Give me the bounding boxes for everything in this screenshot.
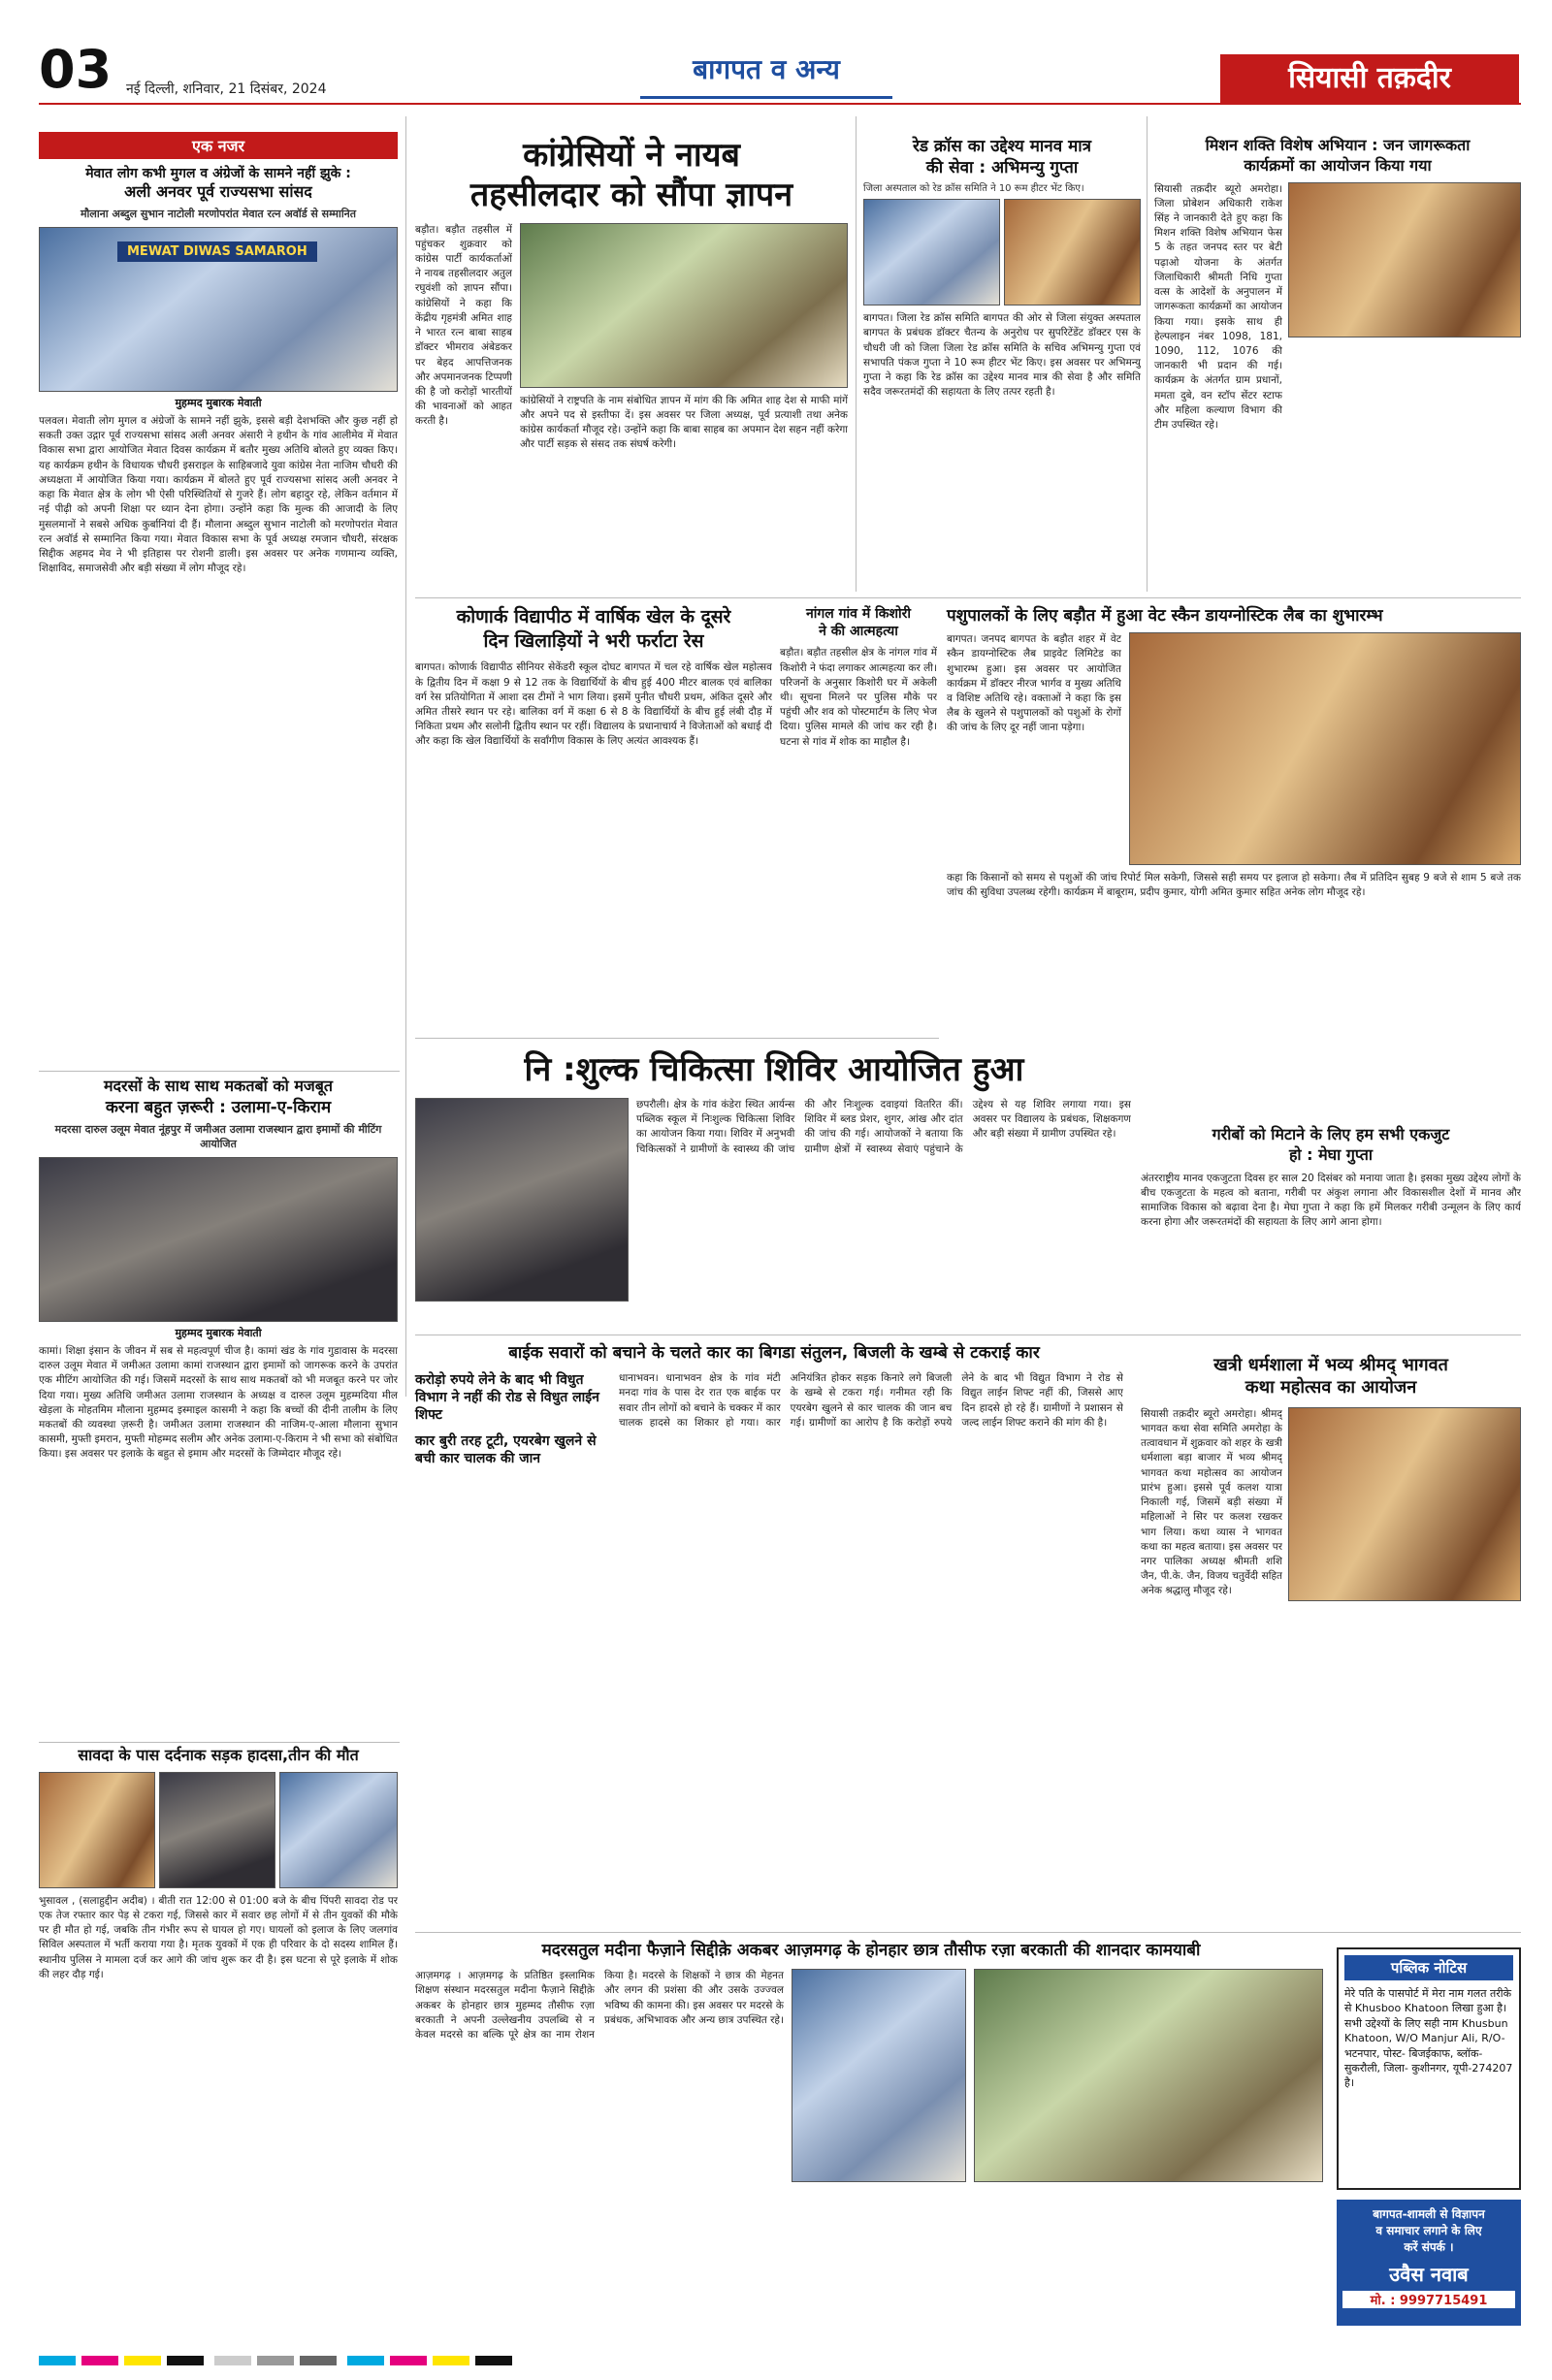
ad-line-3: करें संपर्क ।	[1404, 2240, 1454, 2254]
madrasa-body: कामां। शिक्षा इंसान के जीवन में सब से महत्वपूर्ण चीज है। कामां खंड के गांव गुडावास के मदरसा दारुल उलूम मेवात में जमीअत उलामा कामां राजस्थान द्वारा इमामों को जागरूक करने के उपरांत एक मीटिंग आयोजित की गई। जिसमें मदरसों के साथ साथ मकतबों को भी मजबूत करने पर जोर दिया गया। मुख्य अतिथि जमीअत उलामा राजस्थान के अध्यक्ष व दारुल उलूम मुहम्मदिया मील खेड़ला के मोहतमिम मौलाना मुहम्मद इस्माइल कासमी ने कहा कि बच्चों की दीनी तालीम के लिए मकतबों की व्यवस्था ज़रूरी है। जमीअत उलामा राजस्थान की नाजिम-ए-आला मौलाना सुभान कासमी, मुफ्ती इमरान, मुफ्ती मोहम्मद सलीम और अनेक उलामा-ए-किराम ने भी सभा को संबोधित किया। इस अवसर पर इलाके के बहुत से इमाम और मदरसों के जिम्मेदार मौजूद रहे।	[39, 1344, 398, 1461]
bhagwat-headline: खत्री धर्मशाला में भव्य श्रीमद् भागवत	[1213, 1355, 1448, 1375]
paper-name-banner	[1220, 54, 1519, 103]
bhagwat-headline-line2: कथा महोत्सव का आयोजन	[1245, 1377, 1417, 1399]
red-cross-caption: जिला अस्पताल को रेड क्रॉस समिति ने 10 रूम हीटर भेंट किए।	[863, 183, 1084, 195]
azamgarh-body: आज़मगढ़ । आज़मगढ़ के प्रतिष्ठित इस्लामिक शिक्षण संस्थान मदरसतुल मदीना फैज़ाने सिद्दीक़े अकबर के होनहार छात्र मुहम्मद तौसीफ रज़ा बरकाती ने अपनी उल्लेखनीय उपलब्धि से न केवल मदरसे का बल्कि पूरे क्षेत्र का नाम रोशन किया है। मदरसे के शिक्षकों ने छात्र की मेहनत और लगन की प्रशंसा की और उसके उज्ज्वल भविष्य की कामना की। इस अवसर पर मदरसे के प्रबंधक, अभिभावक और अन्य छात्र उपस्थित रहे।	[415, 1970, 784, 2041]
red-cross-body: बागपत। जिला रेड क्रॉस समिति बागपत की ओर से जिला संयुक्त अस्पताल बागपत के प्रबंधक डॉक्टर चैतन्य के अनुरोध पर सुपरिटेंडेंट डॉक्टर एस के चौधरी जी को जिला जिला रेड क्रॉस समिति के सचिव अभिमन्यु गुप्ता एवं सभापति पंकज गुप्ता ने 10 रूम हीटर भेंट किए। इस अवसर पर अभिमन्यु गुप्ता ने कहा कि रेड क्रॉस का उद्देश्य मानव मात्र की सेवा है और समिति सदैव जरूरतमंदों की सहायता के लिए तत्पर रहती है।	[863, 312, 1141, 399]
congress-body-col2: कांग्रेसियों ने राष्ट्रपति के नाम संबोधित ज्ञापन में मांग की कि अमित शाह देश से माफी मांगें और अपने पद से इस्तीफा दें। इस अवसर पर जिला अध्यक्ष, पूर्व प्रत्याशी तथा अनेक कांग्रेस कार्यकर्ता मौजूद रहे। उन्होंने कहा कि बाबा साहब का अपमान देश सहन नहीं करेगा और पार्टी सड़क से संसद तक संघर्ष करेगी।	[520, 394, 848, 451]
health-camp-headline: नि :शुल्क चिकित्सा शिविर आयोजित हुआ	[524, 1050, 1024, 1089]
mission-shakti-article	[1154, 136, 1521, 592]
congress-memorandum-photo	[520, 223, 848, 388]
ek-nazar-byline: मुहम्मद मुबारक मेवाती	[175, 396, 262, 409]
ek-nazar-subhead: मौलाना अब्दुल सुभान नाटोली मरणोपरांत मेवात रत्न अवॉर्ड से सम्मानित	[80, 207, 357, 220]
mission-shakti-photo	[1288, 182, 1521, 338]
red-cross-photo	[863, 199, 1000, 306]
masthead	[0, 0, 1552, 107]
madrasa-byline: मुहम्मद मुबारक मेवाती	[175, 1326, 262, 1339]
nangal-headline-line2: ने की आत्महत्या	[819, 624, 898, 640]
mewat-banner-text: MEWAT DIWAS SAMAROH	[117, 241, 317, 262]
bhagwat-procession-photo	[1288, 1407, 1521, 1601]
ek-nazar-headline-line2: अली अनवर पूर्व राज्यसभा सांसद	[124, 182, 312, 202]
madrasa-headline: मदरसों के साथ साथ मकतबों को मजबूत	[103, 1077, 334, 1095]
column-divider	[405, 116, 406, 1397]
vet-lab-article	[947, 605, 1521, 1119]
bike-accident-kicker-2: कार बुरी तरह टूटी, एयरबेग खुलने से बची कार चालक की जान	[415, 1432, 597, 1466]
madrasa-meeting-photo	[39, 1157, 398, 1322]
accident-body: भुसावल , (सलाहुद्दीन अदीब) । बीती रात 12:00 से 01:00 बजे के बीच पिंपरी सावदा रोड पर एक तेज रफ्तार कार पेड़ से टकरा गई, जिससे कार में सवार छह लोगों में से तीन युवकों की मौके पर ही मौत हो गई, जबकि तीन गंभीर रूप से घायल हो गए। घायलों को इलाज के लिए जलगांव सिविल अस्पताल में भर्ती कराया गया है। मृतक युवकों में एक ही परिवार के दो सदस्य शामिल हैं। स्थानीय पुलिस ने मामला दर्ज कर आगे की जांच शुरू कर दी है। इस घटना से पूरे इलाके में शोक की लहर दौड़ गई।	[39, 1894, 398, 1980]
konark-headline: कोणार्क विद्यापीठ में वार्षिक खेल के दूसरे	[456, 606, 731, 627]
nangal-body: बड़ौत। बड़ौत तहसील क्षेत्र के नांगल गांव में किशोरी ने फंदा लगाकर आत्महत्या कर ली। परिजनों के अनुसार किशोरी घर में अकेली थी। सूचना मिलने पर पुलिस मौके पर पहुंची और शव को पोस्टमार्टम के लिए भेज दिया। पुलिस मामले की जांच कर रही है। घटना से गांव में शोक का माहौल है।	[780, 647, 937, 748]
mission-shakti-headline: मिशन शक्ति विशेष अभियान : जन जागरूकता	[1205, 136, 1471, 154]
section-title	[640, 50, 892, 99]
bike-accident-article	[415, 1342, 1133, 1924]
poverty-body: अंतरराष्ट्रीय मानव एकजुटता दिवस हर साल 20 दिसंबर को मनाया जाता है। इसका मुख्य उद्देश्य लोगों के बीच एकजुटता के महत्व को बताना, गरीबी पर अंकुश लगाना और विकासशील देशों में मानव और सामाजिक विकास को बढ़ावा देना है। मेघा गुप्ता ने कहा कि हमें मिलकर गरीबी उन्मूलन के लिए कार्य करना होगा और जरूरतमंदों की सहायता के लिए आगे आना होगा।	[1141, 1172, 1521, 1229]
health-camp-article	[415, 1045, 1133, 1327]
ad-line-1: बागपत-शामली से विज्ञापन	[1373, 2207, 1485, 2221]
mission-shakti-body: सियासी तक़दीर ब्यूरो अमरोहा। जिला प्रोबेशन अधिकारी राकेश सिंह ने जानकारी देते हुए कहा कि मिशन शक्ति विशेष अभियान फेस 5 के तहत जनपद स्तर पर बेटी पढ़ाओ योजना के अंतर्गत जिलाधिकारी श्रीमती निधि गुप्ता वत्स के आदेशों के अनुपालन में जागरूकता कार्यक्रमों का आयोजन किया गया। इसके साथ ही हेल्पलाइन नंबर 1098, 181, 1090, 112, 1076 की जानकारी भी प्रदान की गई। कार्यक्रम के अंतर्गत ग्राम प्रधानों, ममता दुबे, वन स्टॉप सेंटर स्टाफ और महिला कल्याण विभाग की टीम उपस्थित रहे।	[1154, 182, 1282, 432]
bike-accident-kicker: करोड़ो रुपये लेने के बाद भी विधुत विभाग ने नहीं की रोड से विधुत लाईन शिफ्ट	[415, 1372, 599, 1424]
vet-lab-body-col1: बागपत। जनपद बागपत के बड़ौत शहर में वेट स्कैन डायग्नोस्टिक लैब प्राइवेट लिमिटेड का शुभारम्भ हुआ। इस अवसर पर आयोजित कार्यक्रम में डॉक्टर नीरज भार्गव व मुख्य अतिथि व विशिष्ट अतिथि रहे। वक्ताओं ने कहा कि इस लैब के खुलने से पशुपालकों को पशुओं के रोगों की जांच के लिए दूर नहीं जाना पड़ेगा।	[947, 633, 1121, 734]
vet-lab-inauguration-photo	[1129, 632, 1521, 865]
madrasa-article	[39, 1077, 398, 1736]
congress-body-col1: बड़ौत। बड़ौत तहसील में पहुंचकर शुक्रवार को कांग्रेस पार्टी कार्यकर्ताओं ने नायब तहसीलदार अतुल रघुवंशी को ज्ञापन सौंपा। कांग्रेसियों ने कहा कि केंद्रीय गृहमंत्री अमित शाह ने भारत रत्न बाबा साहब डॉक्टर भीमराव अंबेडकर पर बेहद आपत्तिजनक और अपमानजनक टिप्पणी की है जो करोड़ों भारतीयों की भावनाओं को आहत करती है।	[415, 223, 512, 428]
health-camp-photo	[415, 1098, 629, 1302]
konark-body: बागपत। कोणार्क विद्यापीठ सीनियर सेकेंडरी स्कूल दोघट बागपत में चल रहे वार्षिक खेल महोत्सव के द्वितीय दिन में कक्षा 9 से 12 तक के विद्यार्थियों के बीच हुई 400 मीटर बालक एवं बालिका वर्ग रेस प्रतियोगिता में आशा दस टीमों ने भाग लिया। इसमें पुनीत चौधरी प्रथम, अंकित दूसरे और अमित तीसरे स्थान पर रहे। बालिका वर्ग में कक्षा 6 से 8 के विद्यार्थियों के बीच हुई लंबी दौड़ में निकिता प्रथम और सलोनी द्वितीय स्थान पर रहीं। विद्यालय के प्रधानाचार्य ने विजेताओं को बधाई दी और कहा कि खेल विद्यार्थियों के सर्वांगीण विकास के लिए अत्यंत आवश्यक हैं।	[415, 661, 772, 748]
madrasa-subhead: मदरसा दारुल उलूम मेवात नूंहपुर में जमीअत उलामा राजस्थान द्वारा इमामों की मीटिंग आयोजित	[54, 1122, 382, 1150]
public-notice	[1337, 1947, 1521, 2190]
victim-photos	[39, 1772, 398, 1888]
victim-photo	[159, 1772, 275, 1888]
vet-lab-headline: पशुपालकों के लिए बड़ौत में हुआ वेट स्कैन डायग्नोस्टिक लैब का शुभारम्भ	[947, 606, 1383, 626]
ek-nazar-tag: एक नजर	[39, 132, 398, 159]
mewat-event-photo	[39, 227, 398, 392]
madrasa-headline-line2: करना बहुत ज़रूरी : उलामा-ए-किराम	[105, 1097, 332, 1117]
mission-shakti-headline-line2: कार्यक्रमों का आयोजन किया गया	[1244, 155, 1432, 175]
ek-nazar-headline: मेवात लोग कभी मुगल व अंग्रेजों के सामने नहीं झुके :	[85, 166, 351, 181]
nangal-article	[780, 605, 937, 1032]
congress-article	[415, 136, 848, 592]
public-notice-body: मेरे पति के पासपोर्ट में मेरा नाम गलत तरीके से Khusboo Khatoon लिखा हुआ है। सभी उद्देश्यों के लिए सही नाम Khusbun Khatoon, W/O Manjur Ali, R/O- भटनपार, पोस्ट- बिजईकाफ, ब्लॉक- सुकरौली, जिला- कुशीनगर, यूपी-274207 है।	[1344, 1987, 1513, 2090]
red-cross-headline-line2: की सेवा : अभिमन्यु गुप्ता	[925, 158, 1079, 178]
madrasa-class-photo	[974, 1969, 1323, 2182]
bike-accident-headline: बाईक सवारों को बचाने के चलते कार का बिगडा संतुलन, बिजली के खम्बे से टकराई कार	[508, 1343, 1040, 1363]
azamgarh-headline: मदरसतुल मदीना फैज़ाने सिद्दीक़े अकबर आज़मगढ़ के होनहार छात्र तौसीफ रज़ा बरकाती की शानदार कामयाबी	[541, 1941, 1201, 1960]
bhagwat-article	[1141, 1354, 1521, 1916]
accident-headline: सावदा के पास दर्दनाक सड़क हादसा,तीन की मौत	[78, 1746, 359, 1764]
ad-mobile: मो. : 9997715491	[1342, 2291, 1515, 2308]
bhagwat-body: सियासी तक़दीर ब्यूरो अमरोहा। श्रीमद् भागवत कथा सेवा समिति अमरोहा के तत्वावधान में शुक्रवार को शहर के खत्री धर्मशाला बड़ा बाजार में भव्य श्रीमद् भागवत कथा महोत्सव का आयोजन प्रारंभ हुआ। इससे पूर्व कलश यात्रा निकाली गई, जिसमें बड़ी संख्या में महिलाओं ने सिर पर कलश रखकर भाग लिया। कथा व्यास ने भागवत कथा का महत्व बताया। इस अवसर पर नगर पालिका अध्यक्ष श्रीमती शशि जैन, पी.के. जैन, विजय चतुर्वेदी सहित अनेक श्रद्धालु मौजूद रहे।	[1141, 1407, 1282, 1597]
poverty-article	[1141, 1125, 1521, 1348]
congress-headline: कांग्रेसियों ने नायब	[523, 136, 740, 175]
red-cross-headline: रेड क्रॉस का उद्देश्य मानव मात्र	[912, 137, 1092, 156]
paper-name: सियासी तक़दीर	[1288, 61, 1451, 95]
konark-article	[415, 605, 772, 1032]
section-divider	[39, 1071, 400, 1072]
color-registration-strip	[39, 2351, 1521, 2364]
ek-nazar-article	[39, 132, 398, 1063]
azamgarh-article	[415, 1940, 1327, 2318]
poverty-headline-line2: हो : मेघा गुप्ता	[1288, 1144, 1374, 1164]
public-notice-title: पब्लिक नोटिस	[1344, 1955, 1513, 1980]
victim-photo	[39, 1772, 155, 1888]
congress-headline-line2: तहसीलदार को सौंपा ज्ञापन	[469, 175, 793, 214]
ad-contact-name: उवैस नवाब	[1389, 2263, 1469, 2286]
red-cross-photo	[1004, 199, 1141, 306]
health-camp-body: छपरौली। क्षेत्र के गांव कंडेरा स्थित आर्यन्स पब्लिक स्कूल में निःशुल्क चिकित्सा शिविर का आयोजन किया गया। शिविर में अनुभवी चिकित्सकों ने ग्रामीणों के स्वास्थ्य की जांच की और निःशुल्क दवाइयां वितरित कीं। शिविर में ब्लड प्रेशर, शुगर, आंख और दांत की जांच की गई। आयोजकों ने बताया कि ग्रामीण क्षेत्रों में स्वास्थ्य सेवाएं पहुंचाने के उद्देश्य से यह शिविर लगाया गया। इस अवसर पर विद्यालय के प्रबंधक, शिक्षकगण और बड़ी संख्या में ग्रामीण उपस्थित रहे।	[636, 1099, 1131, 1155]
red-cross-article	[863, 136, 1141, 592]
masthead-rule	[39, 103, 1521, 105]
section-divider	[39, 1742, 400, 1743]
victim-photo	[279, 1772, 398, 1888]
section-divider	[415, 597, 1521, 598]
ad-line-2: व समाचार लगाने के लिए	[1375, 2224, 1482, 2237]
section-divider	[415, 1038, 939, 1039]
section-divider	[415, 1932, 1521, 1933]
vet-lab-body-col2: कहा कि किसानों को समय से पशुओं की जांच रिपोर्ट मिल सकेगी, जिससे सही समय पर इलाज हो सकेगा। लैब में प्रतिदिन सुबह 9 बजे से शाम 5 बजे तक जांच की सुविधा उपलब्ध रहेगी। कार्यक्रम में बाबूराम, प्रदीप कुमार, योगी अमित कुमार सहित अनेक लोग मौजूद रहे।	[947, 872, 1521, 899]
poverty-headline: गरीबों को मिटाने के लिए हम सभी एकजुट	[1212, 1125, 1450, 1143]
bike-accident-body: धानाभवन। धानाभवन क्षेत्र के गांव मंटी मनदा गांव के पास देर रात एक बाईक पर सवार तीन लोगों को बचाने के चक्कर में कार चालक हादसे का शिकार हो गया। कार अनियंत्रित होकर सड़क किनारे लगे बिजली के खम्बे से टकरा गई। गनीमत रही कि एयरबेग खुलने से कार चालक की जान बच गई। ग्रामीणों का आरोप है कि करोड़ों रुपये लेने के बाद भी विद्युत विभाग ने रोड से विद्युत लाईन शिफ्ट नहीं की, जिससे आए दिन हादसे हो रहे हैं। ग्रामीणों ने प्रशासन से जल्द लाईन शिफ्ट कराने की मांग की है।	[619, 1372, 1123, 1429]
konark-headline-line2: दिन खिलाड़ियों ने भरी फर्राटा रेस	[483, 629, 704, 652]
student-portrait-photo	[792, 1969, 966, 2182]
nangal-headline: नांगल गांव में किशोरी	[806, 606, 911, 622]
dateline: नई दिल्ली, शनिवार, 21 दिसंबर, 2024	[126, 81, 327, 97]
advertising-contact-box	[1337, 2200, 1521, 2326]
section-label: बागपत व अन्य	[693, 53, 840, 85]
accident-article	[39, 1746, 398, 2134]
page-number: 03	[39, 39, 113, 100]
column-divider	[1147, 116, 1148, 592]
column-divider	[856, 116, 857, 592]
ek-nazar-body: पलवल। मेवाती लोग मुगल व अंग्रेजों के सामने नहीं झुके, इससे बड़ी देशभक्ति और कुछ नहीं हो सकती उक्त उद्गार पूर्व राज्यसभा सांसद अली अनवर अंसारी ने हथीन के गांव आलीमेव में मेवात विकास सभा द्वारा आयोजित मेवात दिवस कार्यक्रम में बतौर मुख्य अतिथि बोलते हुए व्यक्त किए। यह कार्यक्रम हथीन के विधायक चौधरी इसराइल के साहिबजादे युवा कांग्रेस नेता नाजिम चौधरी की अध्यक्षता में आयोजित किया गया। कार्यक्रम में बोलते हुए पूर्व राज्यसभा सांसद अली अनवर ने कहा कि मेवात क्षेत्र के लोग भी ऐसी परिस्थितियों से गुजरे हैं। लोग बहादुर रहे, लेकिन वर्तमान में नई पीढ़ी को अपनी शिक्षा पर ध्यान देना होगा। उन्होंने कहा कि मुल्क की आजादी के लिए मुसलमानों ने सबसे अधिक कुर्बानियां दी हैं। मौलाना अब्दुल सुभान नाटोली को मरणोपरांत मेवात रत्न अवॉर्ड से सम्मानित किया गया। मेवात विकास सभा के पूर्व अध्यक्ष रमजान चौधरी, संरक्षक सिद्दीक अहमद मेव ने भी इतिहास पर रोशनी डाली। इस अवसर पर अनेक गणमान्य व्यक्ति, शिक्षाविद, समाजसेवी और बड़ी संख्या में लोग मौजूद रहे।	[39, 414, 398, 575]
